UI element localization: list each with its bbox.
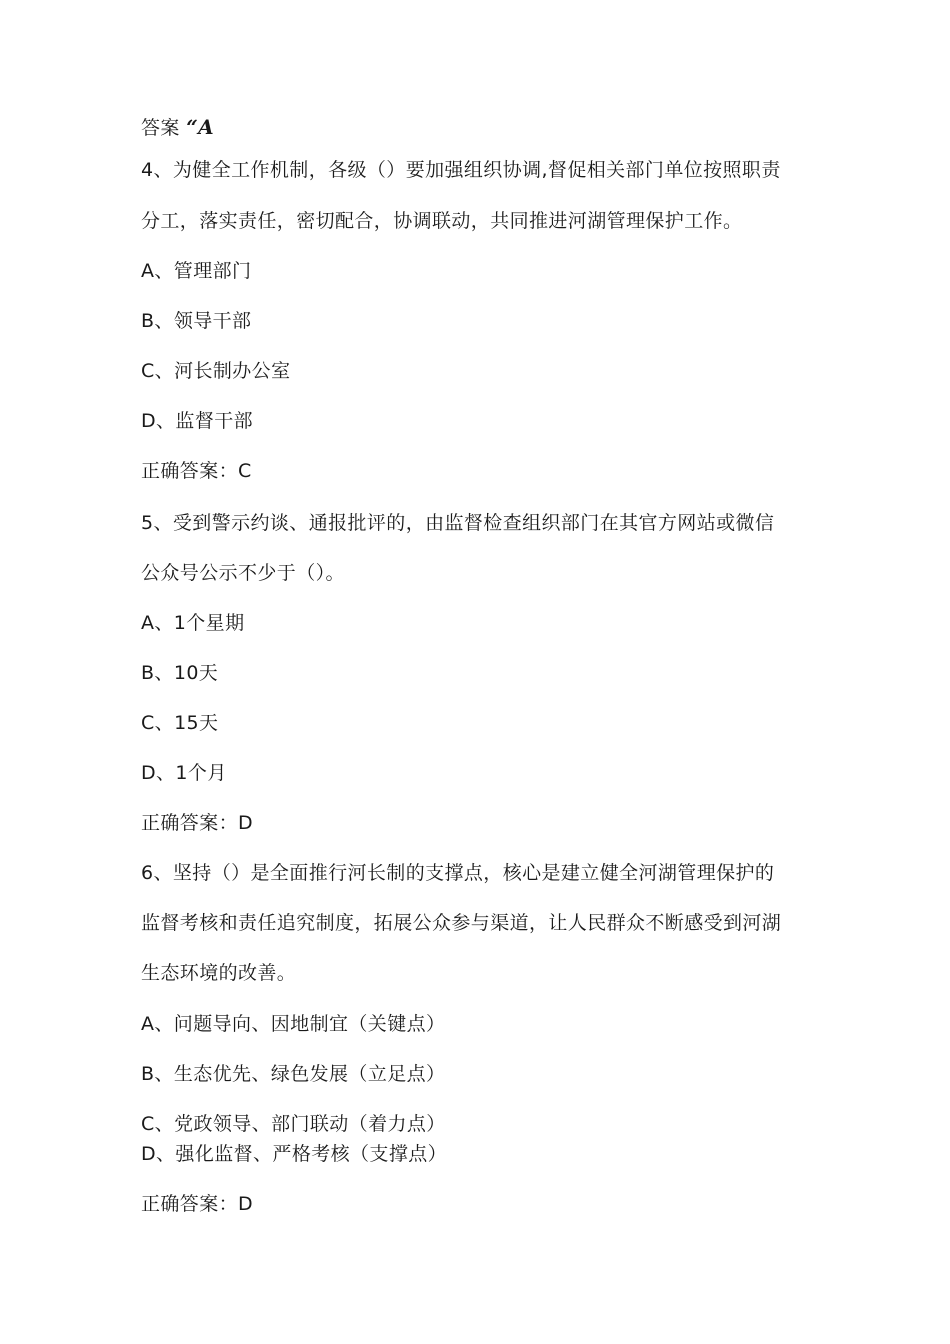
question-5-option-c: C、15天 [141,712,219,734]
previous-answer [141,115,214,140]
question-6-option-b: B、生态优先、绿色发展（立足点） [141,1063,446,1085]
question-4-option-c: C、河长制办公室 [141,360,291,382]
question-4-answer: 正确答案：C [141,460,252,482]
question-6-stem-line-2: 监督考核和责任追究制度，拓展公众参与渠道，让人民群众不断感受到河湖 [141,912,782,934]
question-4-option-b: B、领导干部 [141,310,252,332]
question-6-stem-line-1: 6、坚持（）是全面推行河长制的支撑点，核心是建立健全河湖管理保护的 [141,862,775,884]
question-4-stem-line-2: 分工，落实责任，密切配合，协调联动，共同推进河湖管理保护工作。 [141,210,743,232]
question-6-option-a: A、问题导向、因地制宜（关键点） [141,1013,446,1035]
previous-answer-mark: “A [186,115,215,139]
question-5-option-a: A、1个星期 [141,612,245,634]
question-5-option-b: B、10天 [141,662,219,684]
previous-answer-label: 答案 [141,117,180,139]
question-5-stem-line-1: 5、受到警示约谈、通报批评的，由监督检查组织部门在其官方网站或微信 [141,512,775,534]
question-4-stem-line-1: 4、为健全工作机制，各级（）要加强组织协调,督促相关部门单位按照职责 [141,159,781,181]
question-6-stem-line-3: 生态环境的改善。 [141,962,297,984]
question-5-option-d: D、1个月 [141,762,227,784]
question-4-option-d: D、监督干部 [141,410,254,432]
question-6-option-c: C、党政领导、部门联动（着力点） [141,1113,446,1135]
question-4-option-a: A、管理部门 [141,260,252,282]
question-6-answer: 正确答案：D [141,1193,254,1215]
question-5-stem-line-2: 公众号公示不少于（）。 [141,562,345,584]
question-6-option-d: D、强化监督、严格考核（支撑点） [141,1143,448,1165]
question-5-answer: 正确答案：D [141,812,254,834]
